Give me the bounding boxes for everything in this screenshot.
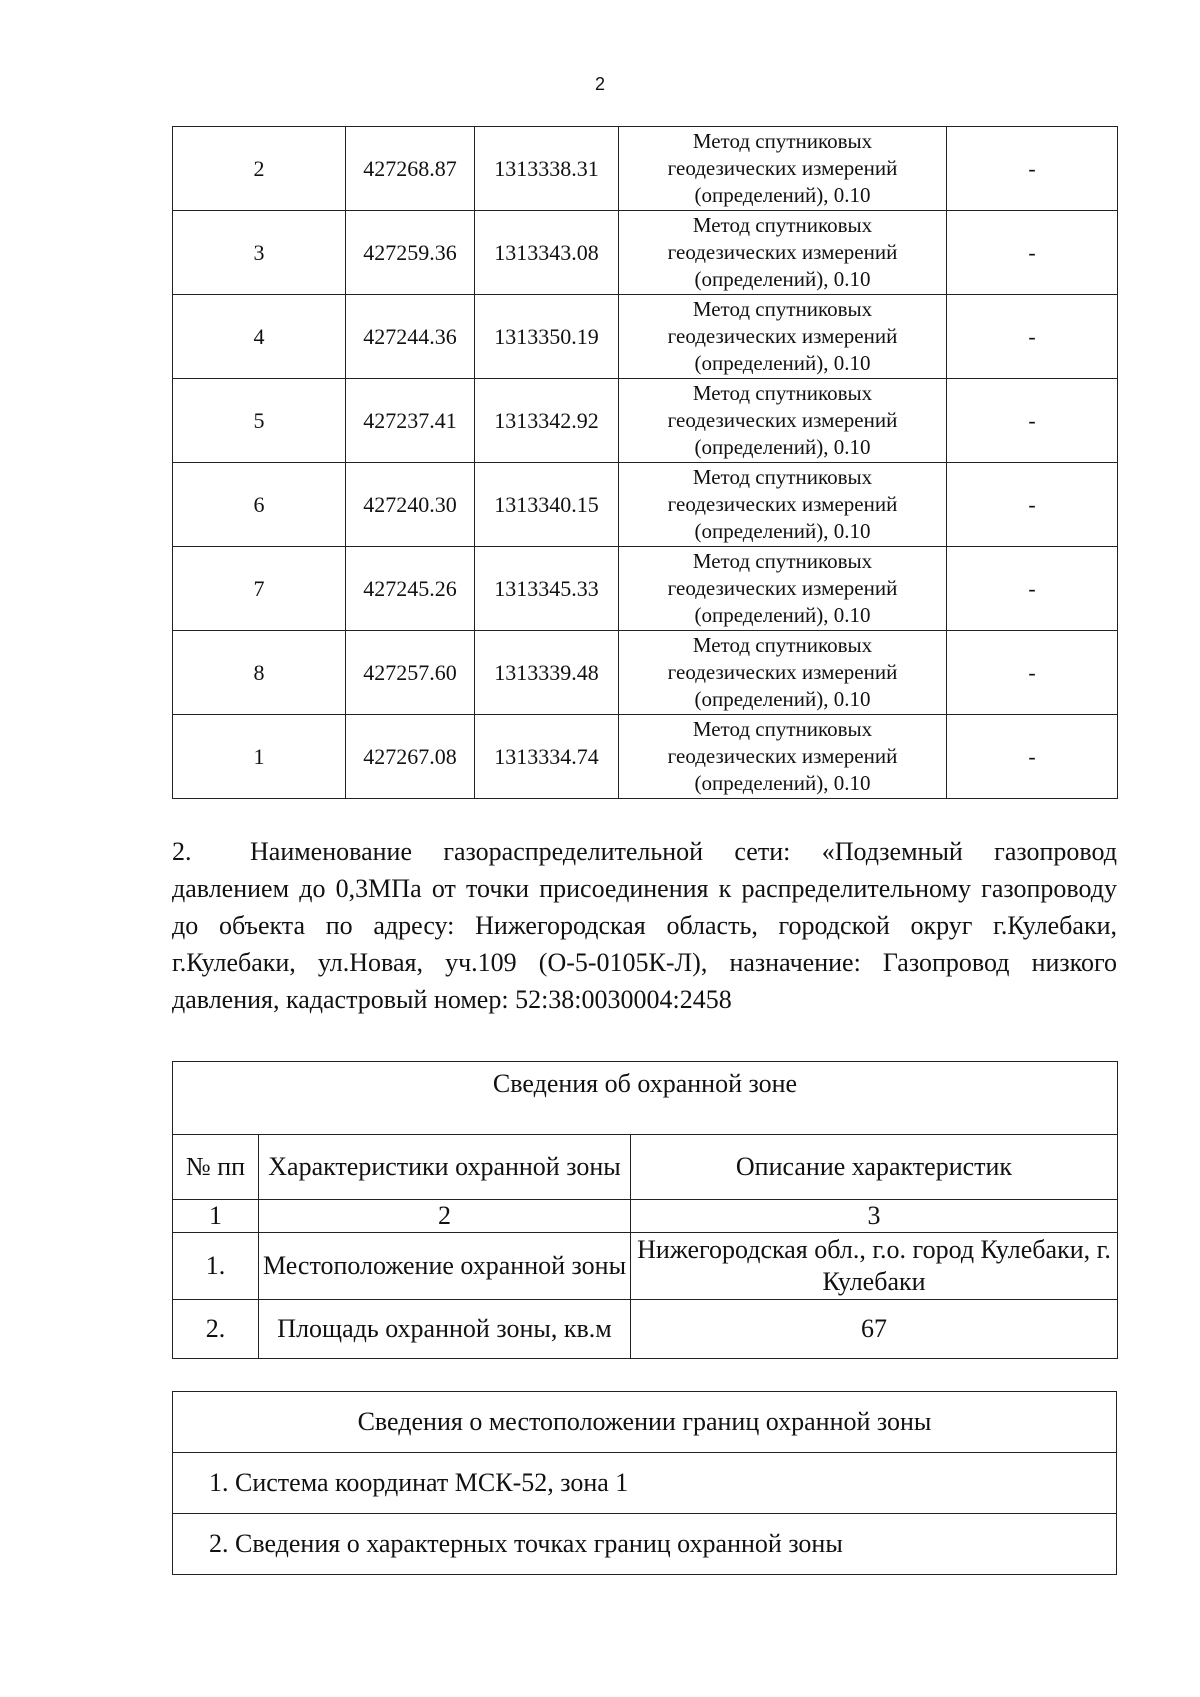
y-coordinate-cell: 1313343.08 xyxy=(475,211,619,295)
y-coordinate-cell: 1313342.92 xyxy=(475,379,619,463)
y-coordinate-cell: 1313334.74 xyxy=(475,715,619,799)
header-number: № пп xyxy=(173,1135,259,1200)
point-number-cell: 7 xyxy=(173,547,346,631)
method-cell: Метод спутниковых геодезических измерений (определений), 0.10 xyxy=(619,127,947,211)
x-coordinate-cell: 427240.30 xyxy=(346,463,475,547)
zone-table-caption: Сведения об охранной зоне xyxy=(173,1062,1118,1135)
note-cell: - xyxy=(947,463,1118,547)
table-row xyxy=(173,631,1118,715)
section-2-paragraph xyxy=(172,833,1117,1018)
point-number-cell: 3 xyxy=(173,211,346,295)
column-index: 2 xyxy=(259,1200,631,1233)
table-row xyxy=(173,295,1118,379)
boundaries-item: 1. Система координат МСК-52, зона 1 xyxy=(173,1453,1117,1514)
table-row xyxy=(173,1300,1118,1359)
table-row xyxy=(173,211,1118,295)
note-cell: - xyxy=(947,631,1118,715)
method-cell: Метод спутниковых геодезических измерений (определений), 0.10 xyxy=(619,211,947,295)
table-row xyxy=(173,127,1118,211)
section-number: 2. xyxy=(172,837,192,866)
table-row xyxy=(173,463,1118,547)
row-number: 1. xyxy=(173,1233,259,1300)
point-number-cell: 1 xyxy=(173,715,346,799)
row-number: 2. xyxy=(173,1300,259,1359)
x-coordinate-cell: 427244.36 xyxy=(346,295,475,379)
column-index: 3 xyxy=(631,1200,1118,1233)
method-cell: Метод спутниковых геодезических измерений (определений), 0.10 xyxy=(619,295,947,379)
point-number-cell: 5 xyxy=(173,379,346,463)
x-coordinate-cell: 427257.60 xyxy=(346,631,475,715)
method-cell: Метод спутниковых геодезических измерений (определений), 0.10 xyxy=(619,463,947,547)
x-coordinate-cell: 427245.26 xyxy=(346,547,475,631)
boundaries-item: 2. Сведения о характерных точках границ охранной зоны xyxy=(173,1514,1117,1575)
table-row xyxy=(173,547,1118,631)
point-number-cell: 2 xyxy=(173,127,346,211)
section-text: Наименование газораспределительной сети: «Подземный газопровод давлением до 0,3МПа от точки присоединения к распределительному газопроводу до объекта по адресу: Нижегородская область, городской округ г.Кулебаки, г.Кулебаки, ул.Новая, уч.109 (О-5-0105К-Л), назначение: Газопровод низкого давления, кадастровый номер: 52:38:0030004:2458 xyxy=(172,837,1117,1014)
header-characteristic: Характеристики охранной зоны xyxy=(259,1135,631,1200)
characteristic-cell: Местоположение охранной зоны xyxy=(259,1233,631,1300)
description-cell: 67 xyxy=(631,1300,1118,1359)
x-coordinate-cell: 427259.36 xyxy=(346,211,475,295)
column-index: 1 xyxy=(173,1200,259,1233)
note-cell: - xyxy=(947,295,1118,379)
y-coordinate-cell: 1313339.48 xyxy=(475,631,619,715)
table-row xyxy=(173,715,1118,799)
note-cell: - xyxy=(947,379,1118,463)
point-number-cell: 6 xyxy=(173,463,346,547)
y-coordinate-cell: 1313340.15 xyxy=(475,463,619,547)
point-number-cell: 4 xyxy=(173,295,346,379)
protection-zone-table xyxy=(172,1061,1118,1359)
note-cell: - xyxy=(947,211,1118,295)
page-number: 2 xyxy=(594,74,605,94)
boundaries-table xyxy=(172,1391,1117,1575)
x-coordinate-cell: 427237.41 xyxy=(346,379,475,463)
y-coordinate-cell: 1313345.33 xyxy=(475,547,619,631)
characteristic-cell: Площадь охранной зоны, кв.м xyxy=(259,1300,631,1359)
table-row xyxy=(173,379,1118,463)
y-coordinate-cell: 1313350.19 xyxy=(475,295,619,379)
note-cell: - xyxy=(947,547,1118,631)
method-cell: Метод спутниковых геодезических измерений (определений), 0.10 xyxy=(619,631,947,715)
coordinates-table xyxy=(172,126,1118,799)
y-coordinate-cell: 1313338.31 xyxy=(475,127,619,211)
table-row xyxy=(173,1233,1118,1300)
header-description: Описание характеристик xyxy=(631,1135,1118,1200)
method-cell: Метод спутниковых геодезических измерений (определений), 0.10 xyxy=(619,715,947,799)
point-number-cell: 8 xyxy=(173,631,346,715)
x-coordinate-cell: 427267.08 xyxy=(346,715,475,799)
method-cell: Метод спутниковых геодезических измерений (определений), 0.10 xyxy=(619,547,947,631)
note-cell: - xyxy=(947,127,1118,211)
note-cell: - xyxy=(947,715,1118,799)
boundaries-table-caption: Сведения о местоположении границ охранной зоны xyxy=(173,1392,1117,1453)
x-coordinate-cell: 427268.87 xyxy=(346,127,475,211)
method-cell: Метод спутниковых геодезических измерений (определений), 0.10 xyxy=(619,379,947,463)
description-cell: Нижегородская обл., г.о. город Кулебаки, г. Кулебаки xyxy=(631,1233,1118,1300)
